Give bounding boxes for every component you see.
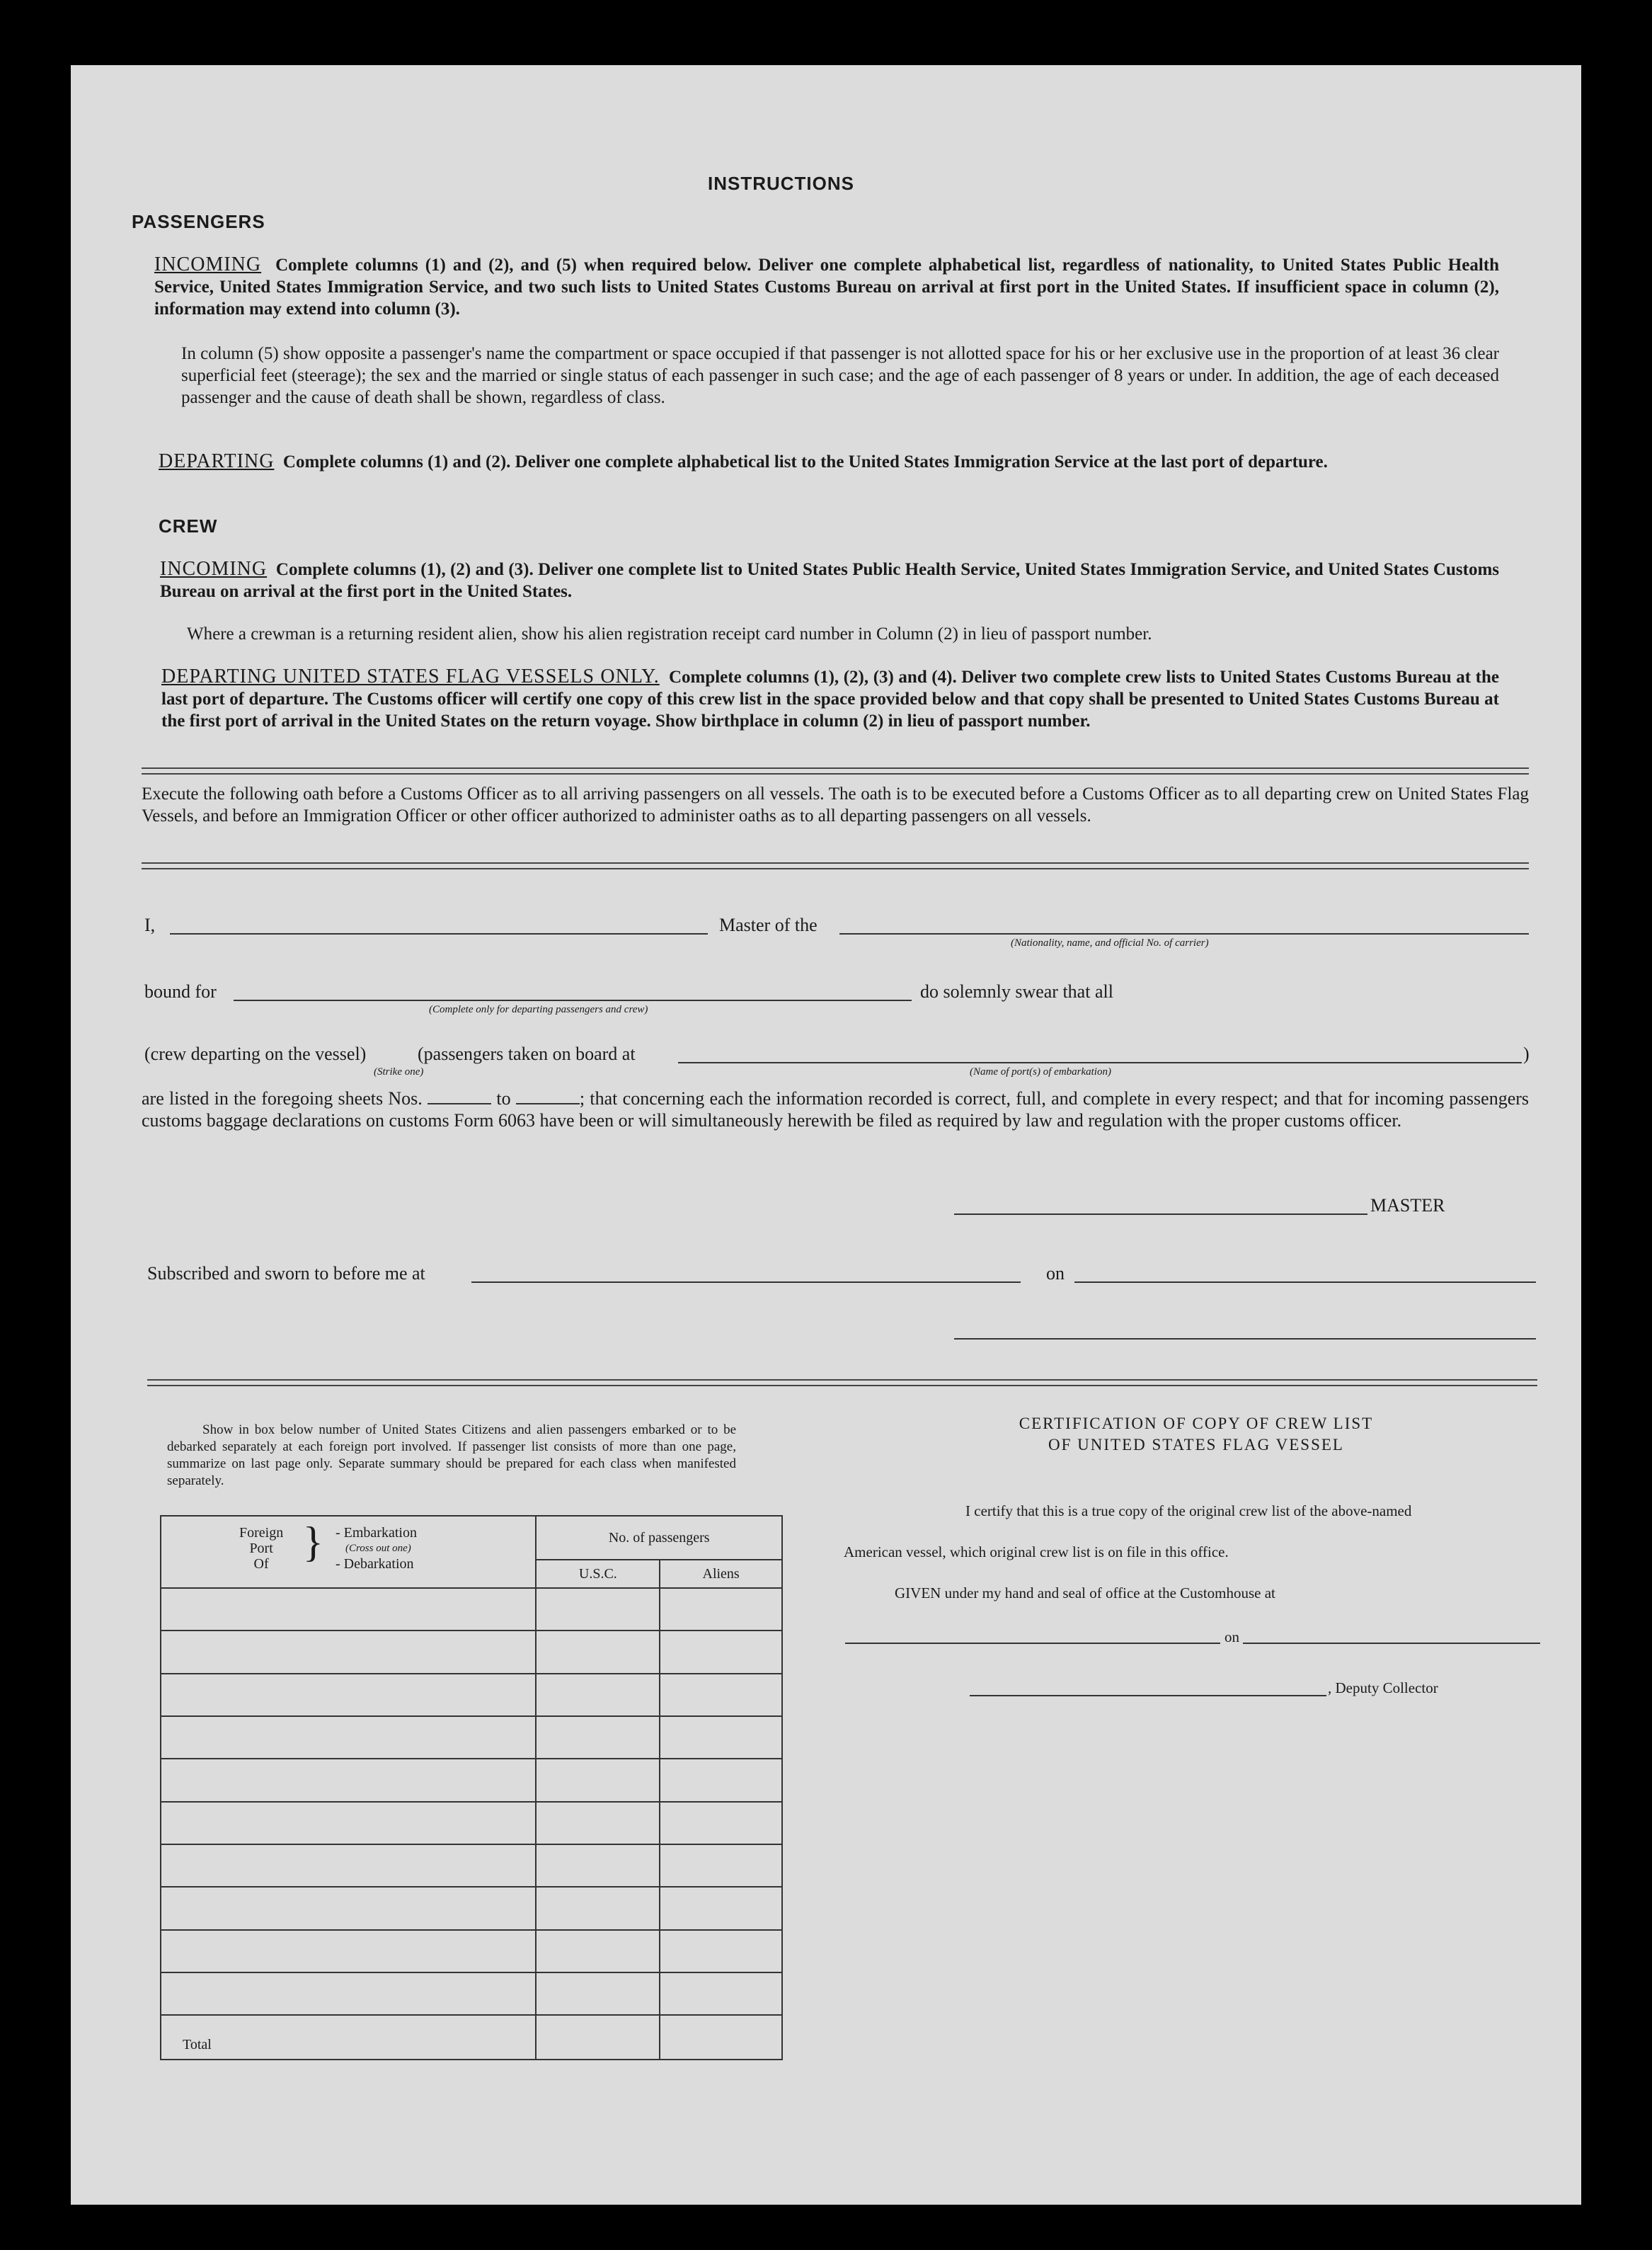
bound-for-note: (Complete only for departing passengers and crew) bbox=[429, 1004, 648, 1015]
form-page bbox=[71, 65, 1581, 2205]
table-row-aliens-cell[interactable] bbox=[660, 1759, 782, 1801]
total-usc-cell[interactable] bbox=[536, 2015, 660, 2060]
table-row-aliens-cell[interactable] bbox=[660, 1844, 782, 1887]
crew-resident-text: Where a crewman is a returning resident alien, show his alien registration receipt card number in Column (2) in lieu of passport number. bbox=[187, 624, 1152, 644]
passenger-summary-table bbox=[160, 1515, 783, 2060]
deputy-collector-label: , Deputy Collector bbox=[1328, 1679, 1438, 1696]
sworn-date-field[interactable] bbox=[1074, 1281, 1536, 1283]
crew-incoming-block bbox=[160, 558, 1499, 603]
table-row-port-cell[interactable] bbox=[161, 1930, 536, 1972]
crew-incoming-text: Complete columns (1), (2) and (3). Deliver one complete list to United States Public Health Service, United States Immigration Service, and United States Customs Bureau on arrival at the first port in the United States. bbox=[160, 560, 1500, 601]
oath-statement bbox=[142, 1087, 1529, 1131]
embarkation-port-field[interactable] bbox=[678, 1062, 1522, 1063]
master-name-field[interactable] bbox=[170, 933, 708, 935]
master-signature-field[interactable] bbox=[954, 1213, 1367, 1215]
listed-text-b: ; that concerning each the information recorded is correct, full, and complete in every respect; and that for incoming passengers customs baggage declarations on customs Form 6063 have been or will simultaneously herewith be filed as required by law and regulation with the proper customs officer. bbox=[142, 1088, 1530, 1131]
table-row-port-cell[interactable] bbox=[161, 1674, 536, 1716]
table-row-port-cell[interactable] bbox=[161, 1716, 536, 1759]
table-row-usc-cell[interactable] bbox=[536, 1844, 660, 1887]
port-header-cell bbox=[161, 1516, 536, 1588]
oath-i: I, bbox=[144, 915, 156, 935]
table-row-port-cell[interactable] bbox=[161, 1631, 536, 1673]
table-row-port-cell[interactable] bbox=[161, 1759, 536, 1801]
passengers-incoming-text: Complete columns (1) and (2), and (5) when required below. Deliver one complete alphabetical list, regardless of nationality, to United States Public Health Service, United States Immigration Service, and two such lists to United States Customs Bureau on arrival at first port in the United States. If insufficient space in column (2), information may extend into column (3). bbox=[154, 256, 1500, 319]
passengers-taken-option[interactable]: (passengers taken on board at bbox=[418, 1044, 636, 1064]
swear-text: do solemnly swear that all bbox=[920, 981, 1113, 1002]
certification-title-line-1: CERTIFICATION OF COPY OF CREW LIST bbox=[1019, 1415, 1374, 1432]
sworn-on-label: on bbox=[1046, 1263, 1065, 1284]
passengers-column5-text: In column (5) show opposite a passenger's name the compartment or space occupied if that passenger is not allotted space for his or her exclusive use in the proportion of at least 36 clear superficial feet (steerage); the sex and the married or single status of each passenger in such case; and the age of each passenger of 8 years or under. In addition, the age of each deceased passenger and the cause of death shall be shown, regardless of class. bbox=[181, 344, 1499, 407]
customhouse-field[interactable] bbox=[845, 1643, 1220, 1644]
table-row-port-cell[interactable] bbox=[161, 1802, 536, 1844]
passengers-departing-block bbox=[159, 450, 1499, 473]
oath-intro: Execute the following oath before a Customs Officer as to all arriving passengers on all vessels. The oath is to be executed before a Customs Officer as to all departing crew on United States Flag Vessels, and before an Immigration Officer or other officer authorized to administer oaths as to all departing passengers on all vessels. bbox=[142, 784, 1529, 826]
table-row-aliens-cell[interactable] bbox=[660, 1631, 782, 1673]
crew-departing-text: Complete columns (1), (2), (3) and (4). Deliver two complete crew lists to United States Customs Bureau at the last port of departure. The Customs officer will certify one copy of this crew list in the space provided below and that copy shall be presented to United States Customs Bureau at the first port of arrival in the United States on the return voyage. Show birthplace in column (2) in lieu of passport number. bbox=[161, 668, 1499, 731]
certify-line-1: I certify that this is a true copy of the original crew list of the above-named bbox=[965, 1502, 1412, 1519]
usc-header: U.S.C. bbox=[536, 1560, 660, 1588]
table-row-usc-cell[interactable] bbox=[536, 1759, 660, 1801]
table-row-port-cell[interactable] bbox=[161, 1972, 536, 2015]
table-row-aliens-cell[interactable] bbox=[660, 1802, 782, 1844]
bound-for-label: bound for bbox=[144, 981, 217, 1002]
given-text: GIVEN under my hand and seal of office at the Customhouse at bbox=[895, 1584, 1275, 1601]
crew-departing-label: DEPARTING UNITED STATES FLAG VESSELS ONLY. bbox=[161, 666, 660, 687]
close-paren: ) bbox=[1523, 1044, 1530, 1064]
crew-heading: CREW bbox=[159, 515, 218, 537]
port-label: Port bbox=[249, 1541, 273, 1556]
crew-departing-option[interactable]: (crew departing on the vessel) bbox=[144, 1044, 367, 1064]
debarkation-option[interactable]: - Debarkation bbox=[335, 1556, 414, 1572]
brace-glyph: } bbox=[303, 1519, 323, 1565]
aliens-header: Aliens bbox=[660, 1560, 782, 1588]
passengers-incoming-label: INCOMING bbox=[154, 253, 262, 275]
table-row-port-cell[interactable] bbox=[161, 1844, 536, 1887]
carrier-note: (Nationality, name, and official No. of carrier) bbox=[1011, 937, 1209, 949]
foreign-label: Foreign bbox=[239, 1525, 284, 1541]
subscribed-label: Subscribed and sworn to before me at bbox=[147, 1263, 425, 1284]
officer-signature-field[interactable] bbox=[954, 1338, 1536, 1340]
embarkation-option[interactable]: - Embarkation bbox=[335, 1525, 417, 1541]
table-row-aliens-cell[interactable] bbox=[660, 1930, 782, 1972]
total-label: Total bbox=[161, 2015, 536, 2060]
certification-on-label: on bbox=[1224, 1628, 1239, 1645]
table-row-usc-cell[interactable] bbox=[536, 1930, 660, 1972]
table-row-usc-cell[interactable] bbox=[536, 1887, 660, 1929]
passengers-departing-label: DEPARTING bbox=[159, 450, 275, 472]
table-row-aliens-cell[interactable] bbox=[660, 1716, 782, 1759]
divider bbox=[142, 862, 1529, 869]
table-row-port-cell[interactable] bbox=[161, 1887, 536, 1929]
sheet-to-field[interactable] bbox=[516, 1103, 580, 1104]
crew-incoming-label: INCOMING bbox=[160, 558, 268, 580]
passengers-incoming-block bbox=[154, 253, 1499, 320]
no-of-passengers-header: No. of passengers bbox=[536, 1516, 782, 1560]
divider bbox=[142, 767, 1529, 775]
cross-out-note: (Cross out one) bbox=[345, 1543, 411, 1554]
master-of-the-label: Master of the bbox=[719, 915, 818, 935]
table-row-usc-cell[interactable] bbox=[536, 1716, 660, 1759]
bound-for-field[interactable] bbox=[234, 1000, 912, 1001]
passengers-heading: PASSENGERS bbox=[132, 211, 265, 232]
table-row-aliens-cell[interactable] bbox=[660, 1588, 782, 1631]
strike-one-note: (Strike one) bbox=[374, 1066, 424, 1078]
table-row-usc-cell[interactable] bbox=[536, 1674, 660, 1716]
table-row-usc-cell[interactable] bbox=[536, 1631, 660, 1673]
table-row-usc-cell[interactable] bbox=[536, 1588, 660, 1631]
certify-line-2: American vessel, which original crew list is on file in this office. bbox=[844, 1543, 1229, 1560]
divider bbox=[147, 1379, 1537, 1386]
certification-title bbox=[878, 1413, 1515, 1456]
crew-departing-block bbox=[161, 666, 1499, 732]
table-row-usc-cell[interactable] bbox=[536, 1802, 660, 1844]
sheet-from-field[interactable] bbox=[428, 1103, 491, 1104]
total-aliens-cell[interactable] bbox=[660, 2015, 782, 2060]
table-row-port-cell[interactable] bbox=[161, 1588, 536, 1631]
table-row-aliens-cell[interactable] bbox=[660, 1674, 782, 1716]
table-row-aliens-cell[interactable] bbox=[660, 1887, 782, 1929]
deputy-signature-field[interactable] bbox=[970, 1695, 1326, 1696]
carrier-field[interactable] bbox=[839, 933, 1529, 935]
table-row-usc-cell[interactable] bbox=[536, 1972, 660, 2015]
port-note: (Name of port(s) of embarkation) bbox=[970, 1066, 1111, 1078]
sworn-location-field[interactable] bbox=[471, 1281, 1021, 1283]
certification-date-field[interactable] bbox=[1243, 1643, 1540, 1644]
summary-instructions: Show in box below number of United States Citizens and alien passengers embarked or to be debarked separately at each foreign port involved. If passenger list consists of more than one page, summarize on last page only. Separate summary should be prepared for each class when manifested separately. bbox=[167, 1422, 736, 1488]
listed-text-a: are listed in the foregoing sheets Nos. bbox=[142, 1088, 423, 1109]
table-row-aliens-cell[interactable] bbox=[660, 1972, 782, 2015]
passengers-departing-text: Complete columns (1) and (2). Deliver one complete alphabetical list to the United States Immigration Service at the last port of departure. bbox=[282, 452, 1328, 472]
master-label: MASTER bbox=[1370, 1195, 1445, 1216]
of-label: Of bbox=[253, 1556, 269, 1572]
page-title: INSTRUCTIONS bbox=[708, 173, 854, 194]
listed-to: to bbox=[496, 1088, 511, 1109]
certification-title-line-2: OF UNITED STATES FLAG VESSEL bbox=[1048, 1436, 1344, 1454]
